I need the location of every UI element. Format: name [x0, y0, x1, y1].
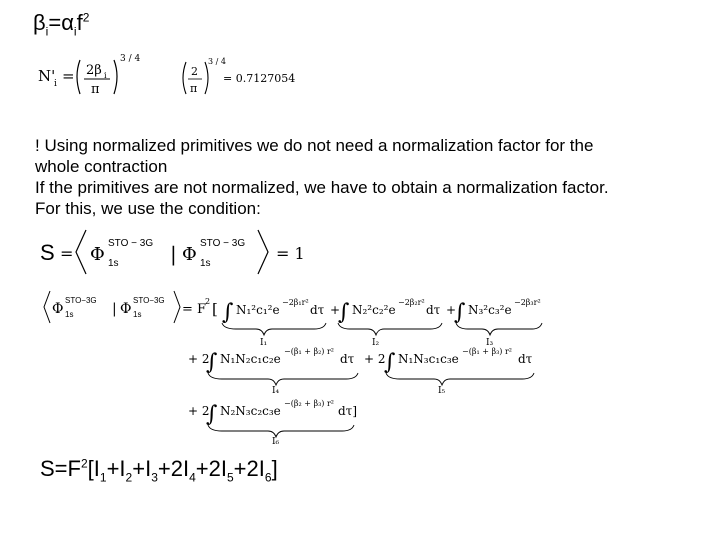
norm-denominator: π: [91, 82, 100, 97]
term-5-dtau: dτ: [518, 352, 533, 366]
final-sup2: 2: [80, 456, 88, 471]
equals-F: = F: [182, 302, 207, 317]
norm-lhs-sub: i: [54, 79, 57, 89]
right-angle: [258, 230, 268, 274]
sub-i: i: [45, 24, 49, 39]
equals-sign: =: [48, 10, 62, 35]
lhs-sup-1: STO−3G: [65, 296, 97, 305]
lhs-sub-1: 1s: [65, 310, 74, 319]
left-paren: [77, 60, 80, 94]
final-p6: +2I: [233, 456, 265, 481]
brace-5: [386, 373, 534, 385]
final-sub5: 5: [226, 470, 234, 485]
left-angle: [76, 230, 86, 274]
plus2-row3: + 2: [188, 404, 210, 418]
F-sup: 2: [205, 297, 211, 306]
norm-numerator-sub: i: [104, 71, 107, 80]
row-3: [188, 399, 357, 445]
integral-4: ∫: [206, 350, 218, 375]
paragraph-line-1: ! Using normalized primitives we do not need a normalization factor for the: [35, 136, 594, 155]
final-p2: +I: [106, 456, 126, 481]
overlap-sub-2: 1s: [200, 258, 211, 269]
rhs-denominator: π: [190, 82, 198, 95]
plus-2: +: [446, 303, 457, 317]
integral-2: ∫: [338, 300, 350, 325]
term-1-dtau: dτ: [310, 303, 325, 317]
term-6: N₂N₃c₂c₃e: [220, 404, 281, 418]
label-I2: I₂: [372, 338, 380, 348]
brace-2: [338, 323, 442, 335]
brace-3: [456, 323, 542, 335]
label-I3: I₃: [486, 338, 494, 348]
plus-1: +: [330, 303, 341, 317]
row-2: [188, 347, 534, 396]
title-formula: [33, 10, 89, 38]
term-3: N₃²c₃²e: [468, 303, 512, 317]
expansion-equation: [36, 285, 556, 445]
integral-6: ∫: [206, 402, 218, 427]
overlap-rhs: = 1: [276, 244, 305, 263]
overlap-equation: [36, 224, 336, 280]
label-I4: I₄: [272, 386, 280, 396]
term-2-exp: −2β₂r²: [398, 298, 425, 307]
final-close: ]: [271, 456, 278, 481]
term-1: N₁²c₁²e: [236, 303, 280, 317]
term-1-exp: −2β₁r²: [282, 298, 309, 307]
overlap-sub-1: 1s: [108, 258, 119, 269]
label-I6: I₆: [272, 437, 280, 445]
normalization-equation: [30, 48, 330, 104]
term-2-dtau: dτ: [426, 303, 441, 317]
overlap-phi-1: Φ: [90, 244, 105, 265]
final-p3: +I: [132, 456, 152, 481]
integral-3b: ∫: [454, 300, 466, 325]
integral-5: ∫: [384, 350, 396, 375]
lhs-phi-1: Φ: [52, 301, 64, 317]
norm-exponent: 3 / 4: [120, 54, 141, 64]
sub-i: i: [73, 24, 77, 39]
paragraph-line-2: whole contraction: [35, 157, 168, 176]
final-sub6: 6: [264, 470, 272, 485]
term-6-exp: −(β₂ + β₃) r²: [284, 399, 334, 408]
brace-6: [208, 425, 354, 437]
paragraph-line-4: For this, we use the condition:: [35, 199, 261, 218]
final-S: S=F: [40, 456, 81, 481]
right-paren: [114, 60, 117, 94]
overlap-bar: |: [170, 242, 177, 266]
final-open: [I: [87, 456, 100, 481]
rhs-value: = 0.7127054: [223, 72, 296, 85]
term-4-dtau: dτ: [340, 352, 355, 366]
norm-equals: =: [62, 67, 75, 85]
lhs-bar: |: [112, 301, 117, 317]
rhs-left-paren: [183, 62, 186, 94]
lhs-phi-2: Φ: [120, 301, 132, 317]
lhs-sub-2: 1s: [133, 310, 142, 319]
f-symbol: f: [76, 10, 83, 35]
final-sub1: 1: [99, 470, 107, 485]
plus2-row2: + 2: [188, 352, 210, 366]
overlap-S: S: [40, 240, 55, 265]
paragraph-line-3: If the primitives are not normalized, we have to obtain a normalization factor.: [35, 178, 609, 197]
overlap-equals: =: [60, 244, 74, 263]
row-1: [222, 298, 542, 348]
lhs-sup-2: STO−3G: [133, 296, 165, 305]
explanation-paragraph: [35, 135, 695, 219]
sup-2: 2: [82, 10, 90, 25]
beta-symbol: β: [33, 10, 46, 35]
norm-lhs: N': [38, 67, 56, 85]
final-sub3: 3: [151, 470, 158, 485]
term-4: N₁N₂c₁c₂e: [220, 352, 281, 366]
lhs-right-angle: [174, 291, 180, 323]
open-bracket: [: [212, 300, 218, 318]
overlap-sup-1: STO − 3G: [108, 238, 154, 249]
final-p4: +2I: [157, 456, 190, 481]
integral-1: ∫: [222, 300, 234, 325]
final-p5: +2I: [195, 456, 227, 481]
overlap-sup-2: STO − 3G: [200, 238, 246, 249]
label-I1: I₁: [260, 338, 268, 348]
rhs-exponent: 3 / 4: [208, 57, 226, 66]
term-4-exp: −(β₁ + β₂) r²: [284, 347, 334, 356]
final-sub2: 2: [125, 470, 133, 485]
final-formula: [40, 456, 278, 484]
plus2-row2b: + 2: [364, 352, 386, 366]
term-3-exp: −2β₃r²: [514, 298, 541, 307]
alpha-symbol: α: [61, 10, 74, 35]
rhs-numerator: 2: [191, 65, 198, 78]
norm-numerator: 2β: [86, 63, 102, 78]
term-6-dtau: dτ]: [338, 404, 358, 418]
term-5-exp: −(β₁ + β₃) r²: [462, 347, 512, 356]
brace-4: [208, 373, 358, 385]
lhs-left-angle: [44, 291, 50, 323]
term-5: N₁N₃c₁c₃e: [398, 352, 459, 366]
final-sub4: 4: [189, 470, 196, 485]
term-2: N₂²c₂²e: [352, 303, 396, 317]
rhs-right-paren: [205, 62, 208, 94]
brace-1: [222, 323, 326, 335]
label-I5: I₅: [438, 386, 446, 396]
overlap-phi-2: Φ: [182, 244, 197, 265]
